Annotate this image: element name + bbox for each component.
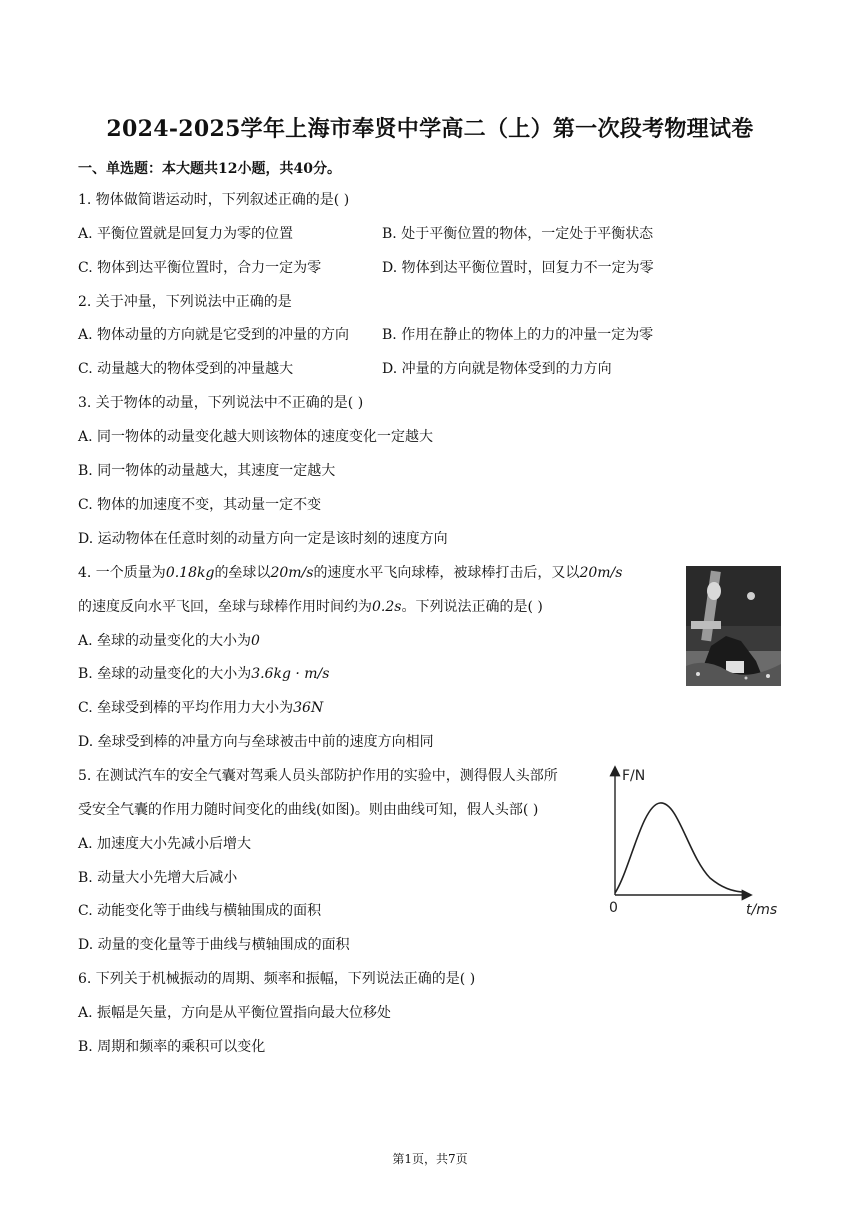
- q4-stem-text: 。下列说法正确的是( ): [401, 599, 543, 615]
- q1-option-c: C. 物体到达平衡位置时，合力一定为零: [78, 260, 322, 276]
- x-axis-label: t/ms: [746, 902, 778, 918]
- q5-stem-line1: 5. 在测试汽车的安全气囊对驾乘人员头部防护作用的实验中，测得假人头部所: [78, 768, 558, 784]
- q5-option-b: B. 动量大小先增大后减小: [78, 870, 238, 886]
- force-time-graph: [600, 760, 790, 920]
- q1-option-b: B. 处于平衡位置的物体，一定处于平衡状态: [382, 226, 654, 242]
- page-footer: 第1页，共7页: [392, 1152, 468, 1166]
- q6-option-b: B. 周期和频率的乘积可以变化: [78, 1039, 266, 1055]
- q3-option-c: C. 物体的加速度不变，其动量一定不变: [78, 497, 322, 513]
- q4-stem-text: 的速度水平飞向球棒，被球棒打击后，又以: [313, 565, 580, 581]
- q4-stem-line2: [78, 597, 543, 617]
- q2-option-a: A. 物体动量的方向就是它受到的冲量的方向: [78, 327, 350, 343]
- q4-option-d: D. 垒球受到棒的冲量方向与垒球被击中前的速度方向相同: [78, 734, 434, 750]
- q1-stem: 1. 物体做简谐运动时，下列叙述正确的是( ): [78, 192, 350, 208]
- q2-option-c: C. 动量越大的物体受到的冲量越大: [78, 361, 294, 377]
- q4-option-c: C. 垒球受到棒的平均作用力大小为36N: [78, 700, 324, 716]
- q4-stem-text: 的速度反向水平飞回，垒球与球棒作用时间约为: [78, 599, 372, 615]
- q1-option-d: D. 物体到达平衡位置时，回复力不一定为零: [382, 260, 654, 276]
- q4-option-a: A. 垒球的动量变化的大小为0: [78, 633, 260, 649]
- q4-speed: 20m/s: [579, 565, 623, 581]
- force-time-graph-svg: [600, 760, 790, 920]
- q3-option-d: D. 运动物体在任意时刻的动量方向一定是该时刻的速度方向: [78, 531, 448, 547]
- baseball-photo: [686, 566, 781, 686]
- q5-option-d: D. 动量的变化量等于曲线与横轴围成的面积: [78, 937, 350, 953]
- q4-speed: 20m/s: [270, 565, 314, 581]
- q3-option-a: A. 同一物体的动量变化越大则该物体的速度变化一定越大: [78, 429, 434, 445]
- y-axis-label: F/N: [622, 768, 646, 784]
- q3-stem: 3. 关于物体的动量，下列说法中不正确的是( ): [78, 395, 364, 411]
- q4-stem-text: 4. 一个质量为: [78, 565, 166, 581]
- q5-option-c: C. 动能变化等于曲线与横轴围成的面积: [78, 903, 322, 919]
- q4-stem-text: 的垒球以: [214, 565, 271, 581]
- q6-option-a: A. 振幅是矢量，方向是从平衡位置指向最大位移处: [78, 1005, 392, 1021]
- q3-option-b: B. 同一物体的动量越大，其速度一定越大: [78, 463, 336, 479]
- baseball-photo-image: [686, 566, 781, 686]
- q4-option-b: B. 垒球的动量变化的大小为3.6kg · m/s: [78, 666, 330, 682]
- q5-option-a: A. 加速度大小先减小后增大: [78, 836, 252, 852]
- q1-option-a: A. 平衡位置就是回复力为零的位置: [78, 226, 294, 242]
- origin-label: 0: [609, 900, 618, 916]
- q5-stem-line2: 受安全气囊的作用力随时间变化的曲线(如图)。则由曲线可知，假人头部( ): [78, 802, 539, 818]
- q2-option-b: B. 作用在静止的物体上的力的冲量一定为零: [382, 327, 654, 343]
- q2-stem: 2. 关于冲量，下列说法中正确的是: [78, 294, 292, 310]
- section-heading: 一、单选题：本大题共12小题，共40分。: [78, 161, 341, 177]
- page-title: 2024-2025学年上海市奉贤中学高二（上）第一次段考物理试卷: [106, 116, 754, 142]
- force-curve: [615, 803, 742, 893]
- q6-stem: 6. 下列关于机械振动的周期、频率和振幅，下列说法正确的是( ): [78, 971, 476, 987]
- q2-option-d: D. 冲量的方向就是物体受到的力方向: [382, 361, 612, 377]
- q4-stem-line1: [78, 563, 622, 583]
- q4-time: 0.2s: [372, 599, 402, 615]
- q4-mass: 0.18kg: [165, 565, 215, 581]
